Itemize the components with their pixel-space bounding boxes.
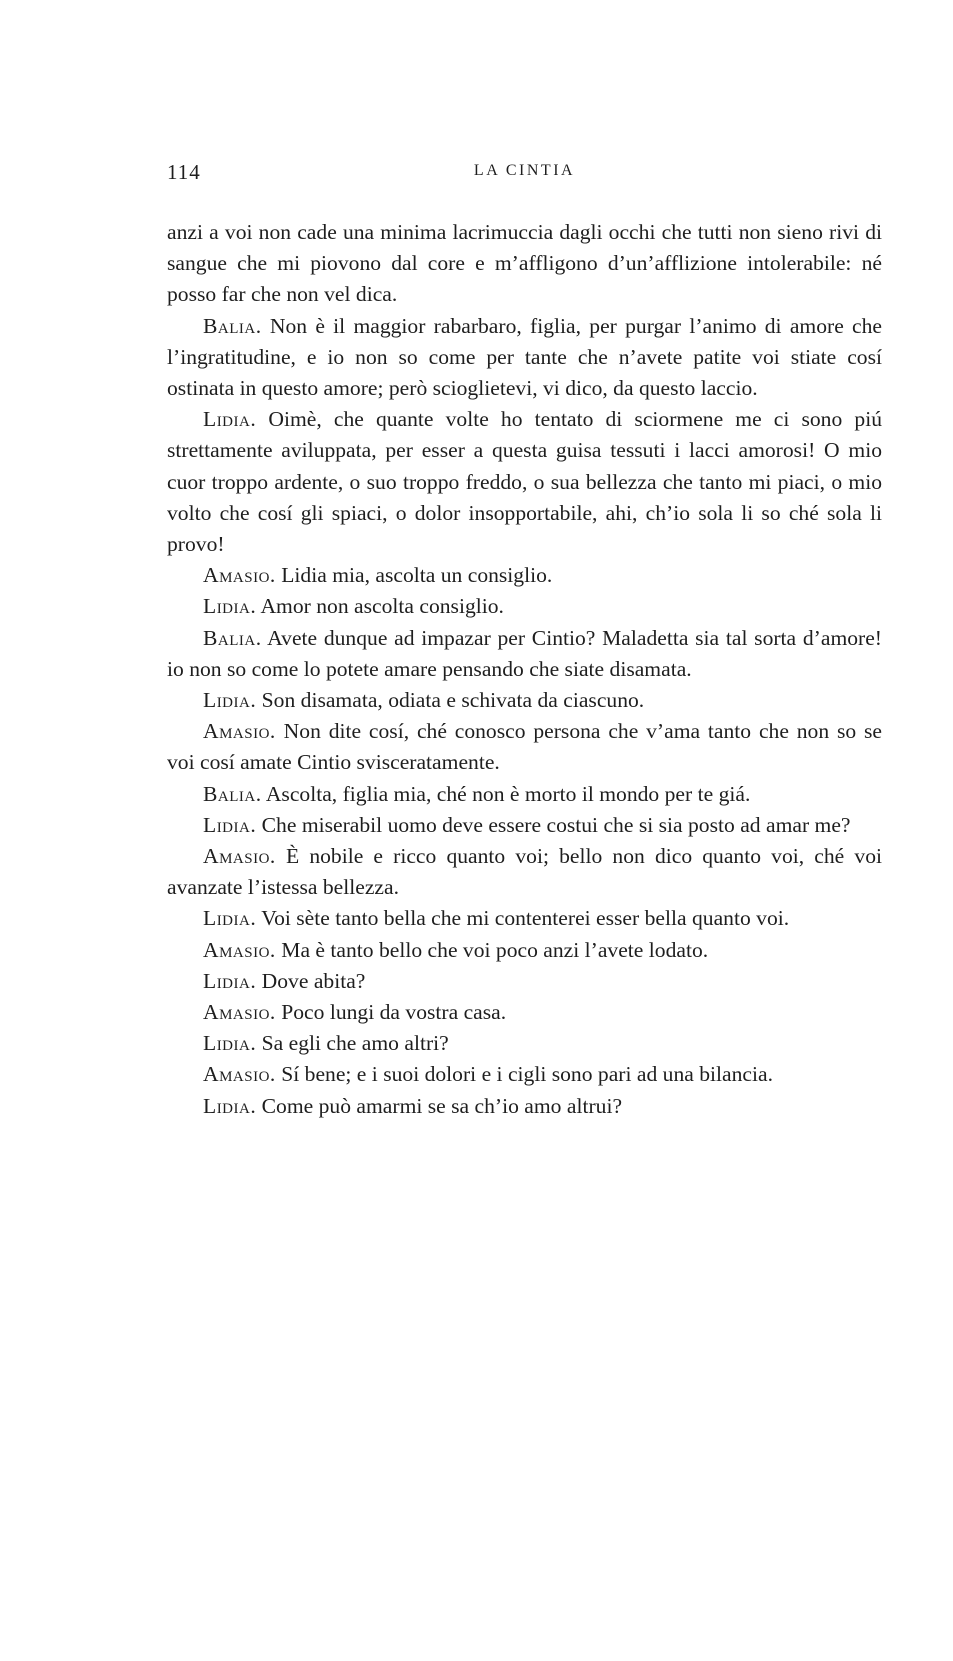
dialogue-line-text: Non è il maggior rabarbaro, figlia, per purgar l’animo di amore che l’ingratitudine, e io non so come per tante che n’avete patite voi stiate cosí ostinata in questo amore; però scioglietevi, vi dico, da questo laccio. [167, 313, 882, 401]
dialogue-paragraph [167, 1091, 882, 1122]
dialogue-line-text: Voi sète tanto bella che mi contenterei esser bella quanto voi. [256, 906, 790, 931]
speaker-name: Balia. [203, 781, 262, 806]
dialogue-paragraph [167, 217, 882, 311]
dialogue-paragraph [167, 997, 882, 1028]
speaker-name: Lidia. [203, 1093, 257, 1118]
dialogue-paragraph [167, 560, 882, 591]
dialogue-paragraph [167, 685, 882, 716]
speaker-name: Lidia. [203, 1031, 257, 1056]
speaker-name: Lidia. [203, 688, 257, 713]
speaker-name: Amasio. [203, 937, 276, 962]
speaker-name: Amasio. [203, 719, 276, 744]
dialogue-paragraph [167, 1059, 882, 1090]
dialogue-line-text: Son disamata, odiata e schivata da ciascuno. [256, 688, 645, 713]
dialogue-line-text: Come può amarmi se sa ch’io amo altrui? [256, 1093, 623, 1118]
dialogue-paragraph [167, 966, 882, 997]
dialogue-line-text: Amor non ascolta consiglio. [256, 594, 504, 619]
dialogue-line-text: Sa egli che amo altri? [256, 1031, 449, 1056]
dialogue-line-text: Dove abita? [256, 968, 366, 993]
speaker-name: Amasio. [203, 563, 276, 588]
dialogue-line-text: Ma è tanto bello che voi poco anzi l’avete lodato. [275, 937, 709, 962]
speaker-name: Lidia. [203, 407, 257, 432]
dialogue-paragraph [167, 810, 882, 841]
dialogue-paragraph [167, 1028, 882, 1059]
dialogue-paragraph [167, 903, 882, 934]
speaker-name: Amasio. [203, 1000, 276, 1025]
dialogue-line-text: anzi a voi non cade una minima lacrimuccia dagli occhi che tutti non sieno rivi di sangue che mi piovono dal core e m’affligono d’un’afflizione intolerabile: né posso far che non vel dica. [167, 220, 882, 307]
dialogue-paragraph [167, 591, 882, 622]
dialogue-line-text: È nobile e ricco quanto voi; bello non dico quanto voi, ché voi avanzate l’istessa bellezza. [167, 844, 882, 900]
dialogue-paragraph [167, 935, 882, 966]
dialogue-paragraph [167, 311, 882, 405]
speaker-name: Balia. [203, 313, 262, 338]
page-number: 114 [167, 160, 201, 184]
speaker-name: Lidia. [203, 906, 257, 931]
speaker-name: Lidia. [203, 968, 257, 993]
dialogue-line-text: Non dite cosí, ché conosco persona che v’ama tanto che non so se voi cosí amate Cintio svisceratamente. [167, 719, 882, 775]
dialogue-paragraph [167, 623, 882, 685]
page-header [167, 160, 882, 190]
dialogue-line-text: Sí bene; e i suoi dolori e i cigli sono pari ad una bilancia. [275, 1062, 773, 1087]
dialogue-line-text: Ascolta, figlia mia, ché non è morto il mondo per te giá. [261, 781, 751, 806]
dialogue-text [167, 217, 882, 1122]
dialogue-line-text: Che miserabil uomo deve essere costui che si sia posto ad amar me? [256, 812, 851, 837]
dialogue-paragraph [167, 716, 882, 778]
speaker-name: Balia. [203, 625, 262, 650]
dialogue-line-text: Lidia mia, ascolta un consiglio. [275, 563, 553, 588]
dialogue-line-text: Oimè, che quante volte ho tentato di sciormene me ci sono piú strettamente aviluppata, per esser a questa guisa tessuti i lacci amorosi! O mio cuor troppo ardente, o suo troppo freddo, o sua bellezza che tanto mi piaci, o mio volto che cosí gli spiaci, o dolor insopportabile, ahi, ch’io sola li so ché sola li provo! [167, 407, 882, 557]
dialogue-line-text: Avete dunque ad impazar per Cintio? Maladetta sia tal sorta d’amore! io non so come lo potete amare pensando che siate disamata. [167, 625, 882, 681]
dialogue-paragraph [167, 779, 882, 810]
dialogue-paragraph [167, 841, 882, 903]
dialogue-paragraph [167, 404, 882, 560]
speaker-name: Amasio. [203, 844, 276, 869]
running-title: LA CINTIA [473, 162, 576, 179]
speaker-name: Amasio. [203, 1062, 276, 1087]
dialogue-line-text: Poco lungi da vostra casa. [275, 1000, 507, 1025]
speaker-name: Lidia. [203, 594, 257, 619]
speaker-name: Lidia. [203, 812, 257, 837]
